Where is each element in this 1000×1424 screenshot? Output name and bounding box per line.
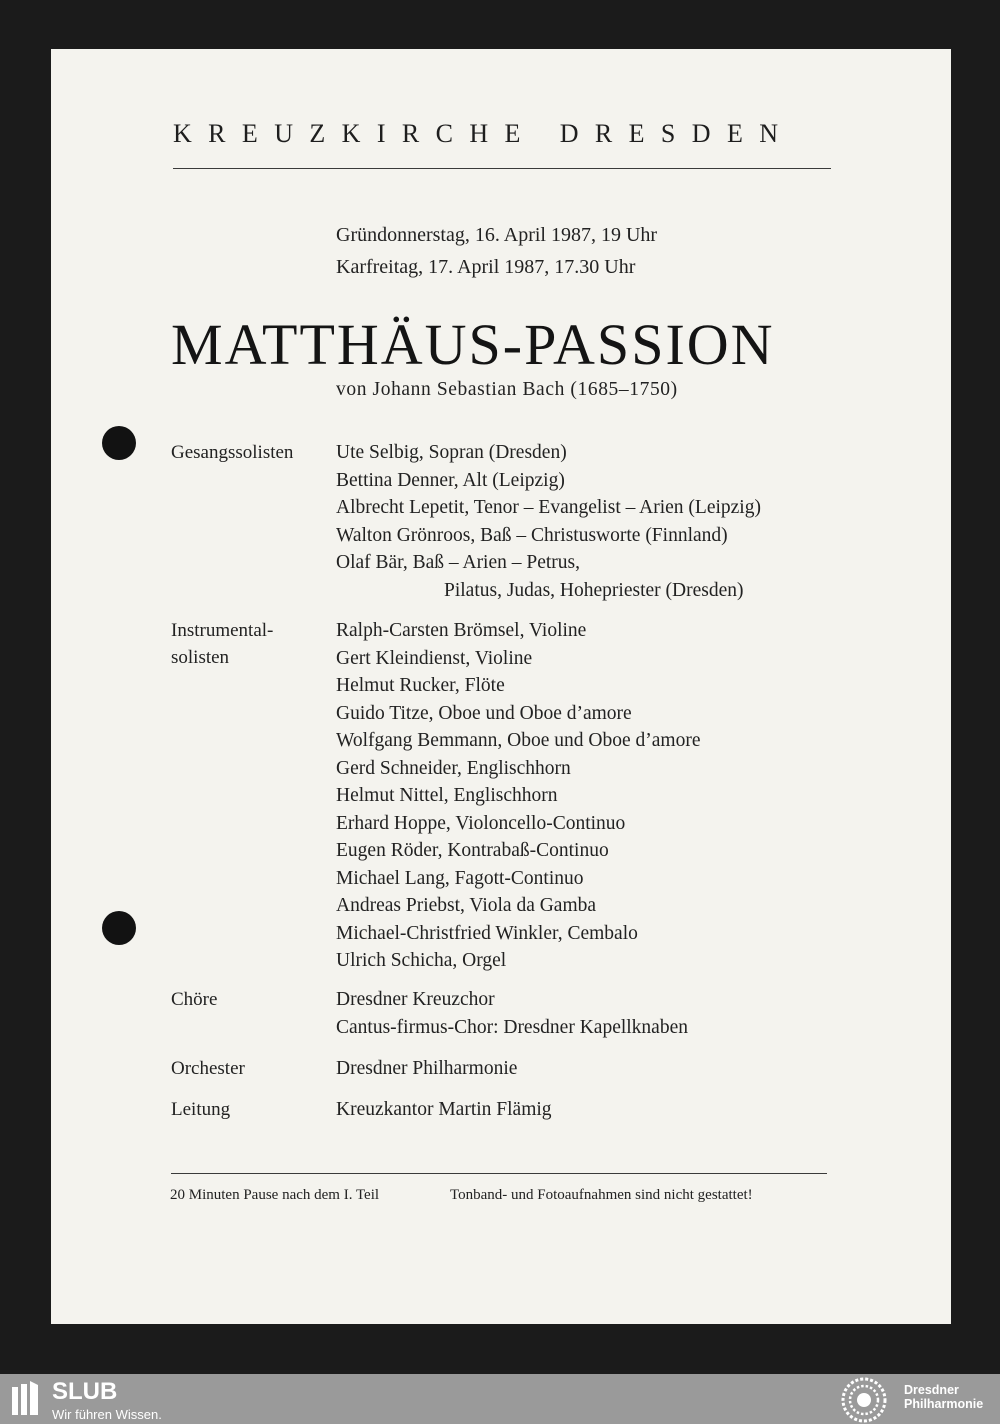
list-item: Gert Kleindienst, Violine [336, 647, 533, 669]
list-instrumental-soloists [336, 617, 701, 975]
list-item: Ulrich Schicha, Orgel [336, 950, 507, 971]
value-conductor: Kreuzkantor Martin Flämig [336, 1099, 552, 1120]
list-item: Guido Titze, Oboe und Oboe d’amore [336, 702, 632, 724]
label-conductor: Leitung [171, 1099, 231, 1120]
date-line-2: Karfreitag, 17. April 1987, 17.30 Uhr [336, 256, 636, 278]
list-item: Erhard Hoppe, Violoncello-Continuo [336, 812, 626, 834]
philharmonie-logo-icon [841, 1377, 887, 1423]
list-choirs [336, 986, 688, 1041]
program-sheet [51, 49, 951, 1324]
list-item: Helmut Rucker, Flöte [336, 675, 505, 696]
list-item: Cantus-firmus-Chor: Dresdner Kapellknaben [336, 1016, 688, 1038]
list-item: Ralph-Carsten Brömsel, Violine [336, 620, 587, 641]
list-item: Dresdner Kreuzchor [336, 989, 495, 1010]
slub-tagline: Wir führen Wissen. [52, 1407, 162, 1422]
list-item: Andreas Priebst, Viola da Gamba [336, 895, 597, 916]
list-item: Albrecht Lepetit, Tenor – Evangelist – Arien (Leipzig) [336, 497, 761, 518]
list-item: Michael Lang, Fagott-Continuo [336, 867, 584, 889]
venue-header: KREUZKIRCHE DRESDEN [173, 119, 795, 148]
punch-hole-bottom [102, 911, 136, 945]
date-line-1: Gründonnerstag, 16. April 1987, 19 Uhr [336, 224, 658, 246]
list-item: Eugen Röder, Kontrabaß-Continuo [336, 840, 609, 861]
archive-bottom-bar [0, 1374, 1000, 1424]
list-item: Wolfgang Bemmann, Oboe und Oboe d’amore [336, 730, 701, 751]
label-line: solisten [171, 647, 230, 668]
partner-line: Dresdner [904, 1383, 959, 1397]
work-title: MATTHÄUS-PASSION [171, 312, 775, 377]
list-item: Helmut Nittel, Englischhorn [336, 785, 558, 806]
label-vocal-soloists: Gesangssolisten [171, 442, 294, 463]
composer-line: von Johann Sebastian Bach (1685–1750) [336, 379, 678, 400]
list-vocal-soloists [336, 439, 761, 604]
footer-intermission: 20 Minuten Pause nach dem I. Teil [170, 1187, 380, 1203]
label-choirs: Chöre [171, 989, 218, 1010]
list-item: Pilatus, Judas, Hohepriester (Dresden) [444, 579, 744, 601]
header-rule [173, 168, 831, 169]
punch-hole-top [102, 426, 136, 460]
list-item: Ute Selbig, Sopran (Dresden) [336, 442, 567, 463]
list-item: Bettina Denner, Alt (Leipzig) [336, 469, 565, 491]
value-orchestra: Dresdner Philharmonie [336, 1058, 518, 1079]
list-item: Gerd Schneider, Englischhorn [336, 757, 571, 779]
footer-recording-notice: Tonband- und Fotoaufnahmen sind nicht gestattet! [450, 1187, 753, 1203]
label-orchestra: Orchester [171, 1058, 245, 1079]
footer-rule [171, 1173, 827, 1174]
slub-name: SLUB [52, 1378, 118, 1405]
list-item: Olaf Bär, Baß – Arien – Petrus, [336, 552, 581, 573]
partner-line: Philharmonie [904, 1397, 984, 1411]
philharmonie-name [904, 1383, 983, 1411]
performance-dates [336, 219, 657, 283]
label-instrumental-soloists [171, 617, 273, 671]
list-item: Walton Grönroos, Baß – Christusworte (Finnland) [336, 524, 728, 546]
list-item: Michael-Christfried Winkler, Cembalo [336, 922, 638, 944]
label-line: Instrumental- [171, 620, 274, 641]
slub-logo-icon [12, 1381, 38, 1415]
